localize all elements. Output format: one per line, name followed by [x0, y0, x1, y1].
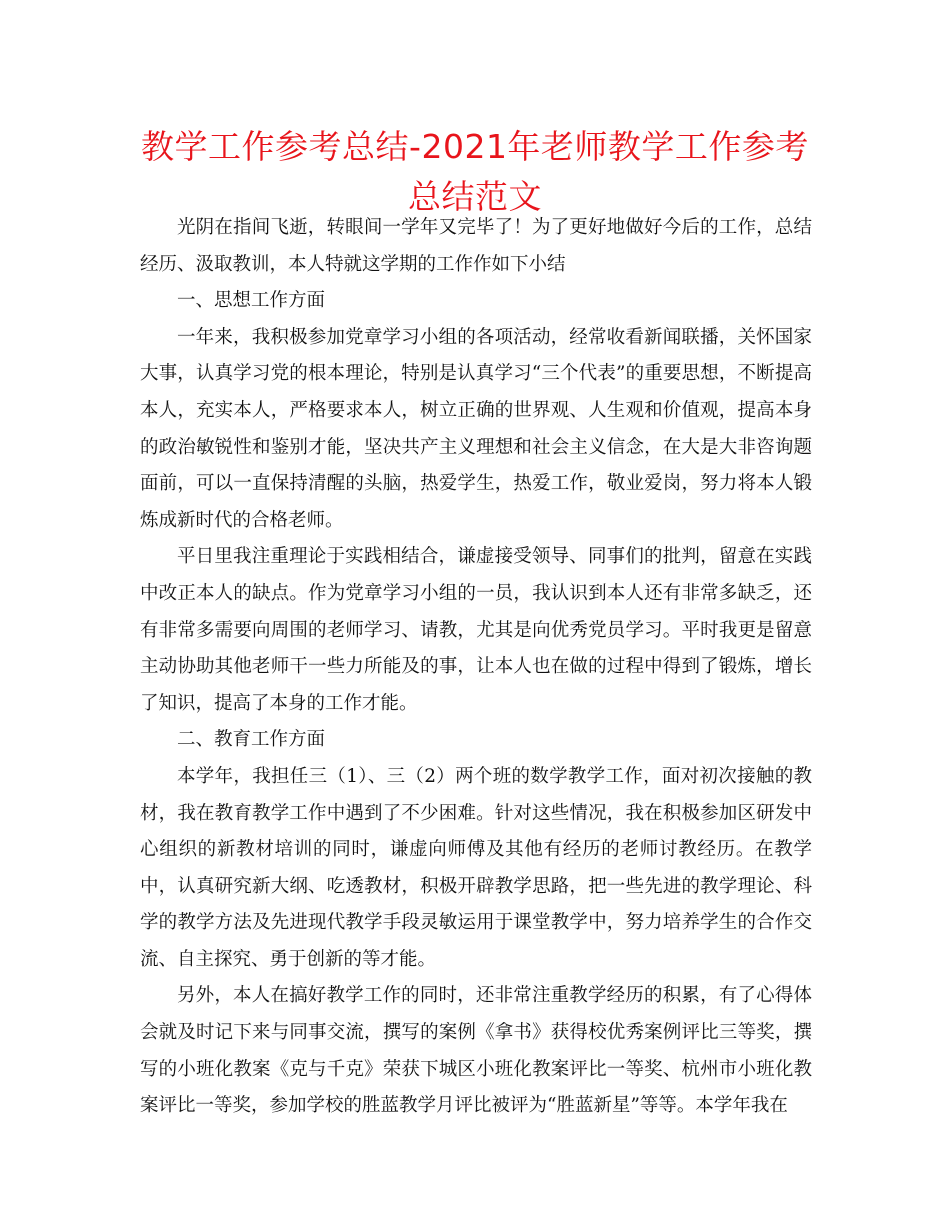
section-heading-education: 二、教育工作方面	[177, 729, 326, 751]
paragraph-teaching: 本学年，我担任三（1）、三（2）两个班的数学教学工作，面对初次接触的教材，我在教育教学工作中遇到了不少困难。针对这些情况，我在积极参加区研发中心组织的新教材培训的同时，谦虚向师傅及其他有经历的老师讨教经历。在教学中，认真研究新大纲、吃透教材，积极开辟教学思路，把一些先进的教学理论、科学的教学方法及先进现代教学手段灵敏运用于课堂教学中，努力培养学生的合作交流、自主探究、勇于创新的等才能。	[140, 765, 812, 970]
paragraph-practice: 平日里我注重理论于实践相结合，谦虚接受领导、同事们的批判，留意在实践中改正本人的缺点。作为党章学习小组的一员，我认识到本人还有非常多缺乏，还有非常多需要向周围的老师学习、请教，尤其是向优秀党员学习。平时我更是留意主动协助其他老师干一些力所能及的事，让本人也在做的过程中得到了锻炼，增长了知识，提高了本身的工作才能。	[140, 546, 812, 714]
document-body	[140, 210, 812, 1125]
paragraph-ideology: 一年来，我积极参加党章学习小组的各项活动，经常收看新闻联播，关怀国家大事，认真学习党的根本理论，特别是认真学习“三个代表”的重要思想，不断提高本人，充实本人，严格要求本人，树立正确的世界观、人生观和价值观，提高本身的政治敏锐性和鉴别才能，坚决共产主义理想和社会主义信念，在大是大非咨询题面前，可以一直保持清醒的头脑，热爱学生，热爱工作，敬业爱岗，努力将本人锻炼成新时代的合格老师。	[140, 326, 812, 531]
paragraph-experience: 另外，本人在搞好教学工作的同时，还非常注重教学经历的积累，有了心得体会就及时记下来与同事交流，撰写的案例《拿书》获得校优秀案例评比三等奖，撰写的小班化教案《克与千克》荣获下城区小班化教案评比一等奖、杭州市小班化教案评比一等奖，参加学校的胜蓝教学月评比被评为“胜蓝新星”等等。本学年我在	[140, 985, 812, 1117]
section-heading-ideology: 一、思想工作方面	[177, 290, 326, 312]
document-title: 教学工作参考总结-2021年老师教学工作参考总结范文	[141, 127, 809, 216]
paragraph-intro: 光阴在指间飞逝，转眼间一学年又完毕了！为了更好地做好今后的工作，总结经历、汲取教训，本人特就这学期的工作作如下小结	[140, 217, 812, 275]
